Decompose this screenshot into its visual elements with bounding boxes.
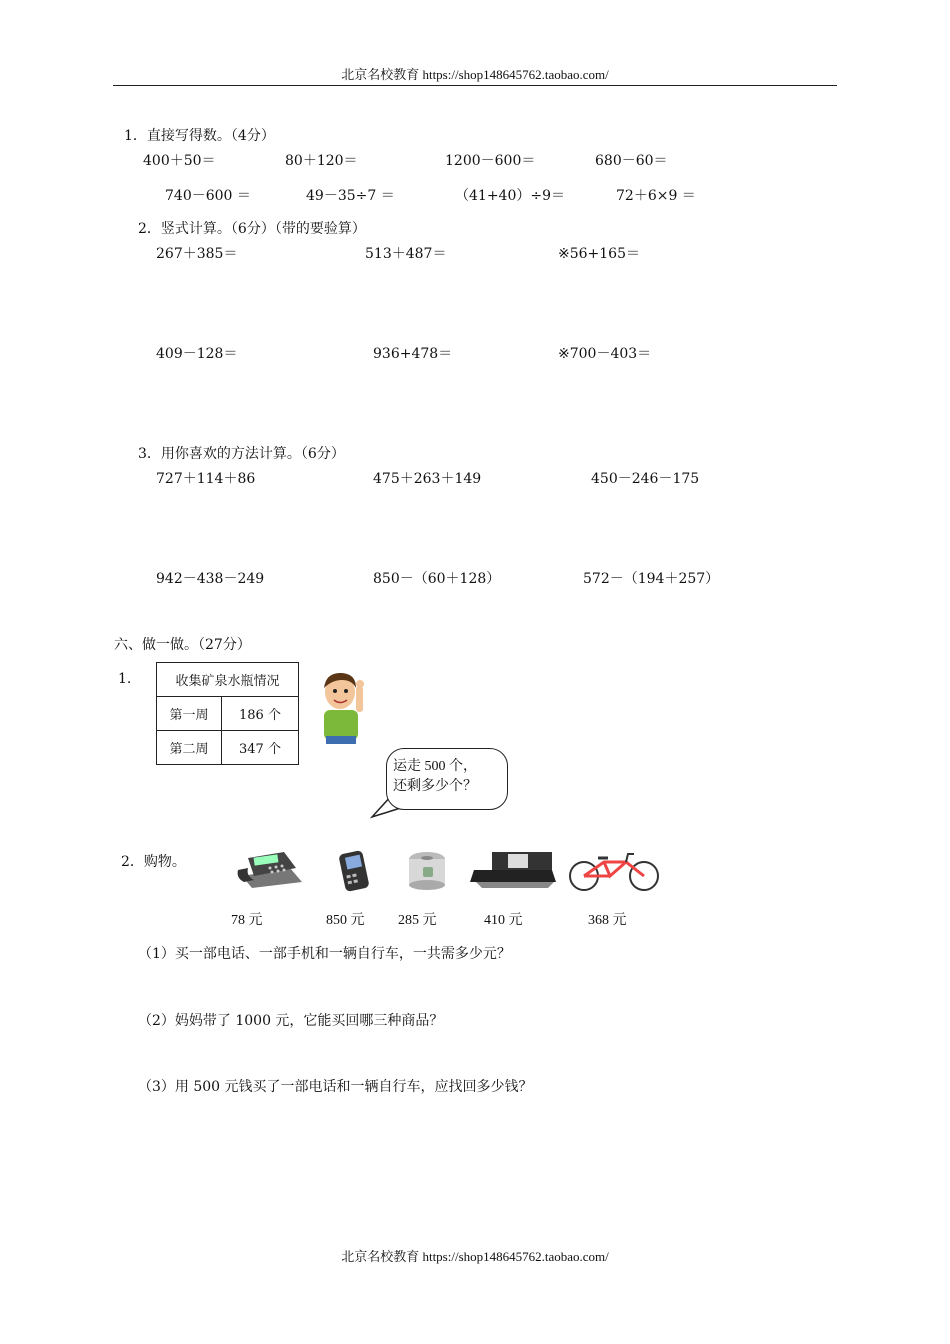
q1-title: 1．直接写得数。（4分）	[124, 128, 275, 144]
q2-title: 2．竖式计算。（6分）（带的要验算）	[138, 221, 366, 237]
problem2-title: 2．购物。	[121, 854, 186, 870]
q3-item: 572－（194＋257）	[583, 571, 720, 587]
q2-item: 267＋385＝	[156, 246, 238, 262]
q1-item: 80＋120＝	[285, 153, 358, 169]
q1-item: 49－35÷7 ＝	[306, 188, 395, 204]
q1-item: 680－60＝	[595, 153, 668, 169]
q2-item: 513＋487＝	[365, 246, 447, 262]
problem1-number: 1.	[118, 671, 132, 687]
phone-icon	[234, 848, 308, 890]
q2-item: ※700－403＝	[558, 346, 652, 362]
q3-title: 3．用你喜欢的方法计算。（6分）	[138, 446, 345, 462]
table-cell: 第一周	[157, 697, 222, 731]
table-cell: 第二周	[157, 731, 222, 765]
q3-item: 450－246－175	[591, 471, 700, 487]
header-rule	[113, 85, 837, 86]
bicycle-icon	[564, 850, 666, 892]
question: （3）用 500 元钱买了一部电话和一辆自行车，应找回多少钱？	[138, 1079, 533, 1095]
price-label: 285 元	[398, 913, 437, 928]
q2-item: ※56+165＝	[558, 246, 640, 262]
bubble-line: 还剩多少个？	[393, 779, 477, 794]
table-cell: 186 个	[222, 697, 299, 731]
question: （1）买一部电话、一部手机和一辆自行车，一共需多少元？	[138, 946, 511, 962]
page-footer: 北京名校教育 https://shop148645762.taobao.com/	[341, 1249, 609, 1264]
boy-icon	[312, 666, 372, 746]
q2-item: 936+478＝	[373, 346, 453, 362]
table-title: 收集矿泉水瓶情况	[157, 663, 299, 697]
q1-item: 72＋6×9 ＝	[616, 188, 696, 204]
rice-cooker-icon	[405, 849, 449, 891]
q1-item: （41+40）÷9＝	[455, 188, 565, 204]
bubble-line: 运走 500 个，	[393, 759, 477, 774]
question: （2）妈妈带了 1000 元，它能买回哪三种商品？	[138, 1013, 444, 1029]
table-cell: 347 个	[222, 731, 299, 765]
table-row	[157, 697, 299, 731]
q1-item: 1200－600＝	[445, 153, 536, 169]
table-row	[157, 731, 299, 765]
mobile-phone-icon	[336, 850, 372, 892]
bottle-collection-table	[156, 662, 299, 765]
price-label: 850 元	[326, 913, 365, 928]
q3-item: 850－（60＋128）	[373, 571, 501, 587]
q3-item: 942－438－249	[156, 571, 265, 587]
section6-title: 六、做一做。（27分）	[114, 637, 251, 653]
price-label: 368 元	[588, 913, 627, 928]
q1-item: 400＋50＝	[143, 153, 216, 169]
price-label: 410 元	[484, 913, 523, 928]
page-header: 北京名校教育 https://shop148645762.taobao.com/	[341, 67, 609, 82]
q2-item: 409－128＝	[156, 346, 238, 362]
speech-bubble	[386, 748, 508, 810]
q1-item: 740－600 ＝	[165, 188, 251, 204]
q3-item: 727＋114＋86	[156, 471, 256, 487]
range-hood-icon	[468, 850, 558, 892]
price-label: 78 元	[231, 913, 263, 928]
q3-item: 475＋263＋149	[373, 471, 482, 487]
